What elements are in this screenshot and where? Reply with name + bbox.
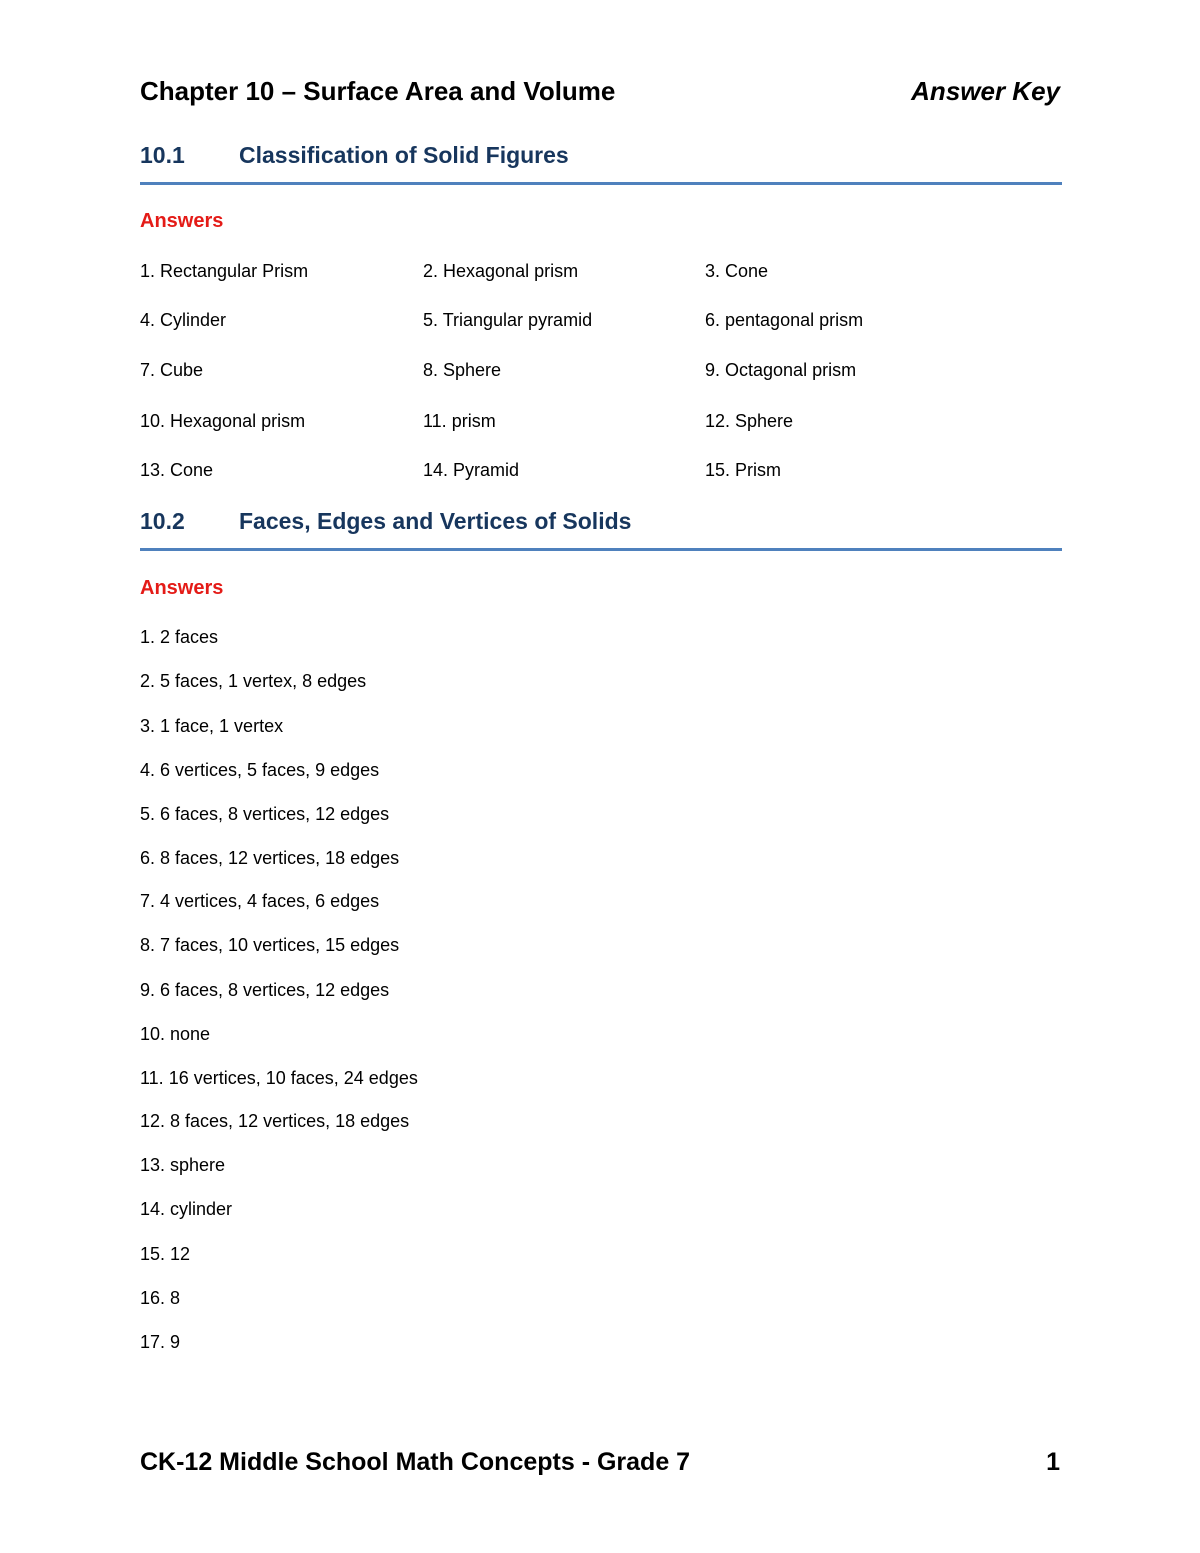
section-number: 10.1	[140, 142, 185, 168]
answers-label: Answers	[140, 577, 224, 599]
section-title: Classification of Solid Figures	[239, 142, 569, 168]
answer-item: 6. pentagonal prism	[705, 310, 864, 330]
answer-item: 13. Cone	[140, 460, 214, 480]
section-heading-10-2	[140, 508, 1062, 551]
page-footer	[140, 1448, 1060, 1482]
chapter-title: Chapter 10 – Surface Area and Volume	[140, 76, 616, 106]
answer-item: 10. none	[140, 1024, 211, 1044]
answer-item: 7. Cube	[140, 360, 204, 380]
answer-item: 15. 12	[140, 1244, 191, 1264]
answer-row	[140, 411, 1040, 435]
book-title: CK-12 Middle School Math Concepts - Grade 7	[140, 1448, 691, 1476]
answer-item: 8. Sphere	[423, 360, 502, 380]
answer-item: 8. 7 faces, 10 vertices, 15 edges	[140, 935, 400, 955]
answer-item: 2. Hexagonal prism	[423, 261, 579, 281]
answer-row	[140, 360, 1040, 384]
answer-row	[140, 310, 1040, 334]
answer-row	[140, 460, 1040, 484]
answer-item: 3. Cone	[705, 261, 769, 281]
answer-item: 13. sphere	[140, 1155, 226, 1175]
answer-item: 11. prism	[423, 411, 496, 431]
answer-item: 3. 1 face, 1 vertex	[140, 716, 284, 736]
section-title: Faces, Edges and Vertices of Solids	[239, 508, 632, 534]
answer-item: 14. Pyramid	[423, 460, 520, 480]
answer-item: 5. 6 faces, 8 vertices, 12 edges	[140, 804, 390, 824]
answer-item: 6. 8 faces, 12 vertices, 18 edges	[140, 848, 400, 868]
answer-item: 1. Rectangular Prism	[140, 261, 309, 281]
answers-label: Answers	[140, 210, 224, 232]
page-header	[140, 76, 1060, 108]
answer-item: 1. 2 faces	[140, 627, 219, 647]
answer-item: 9. 6 faces, 8 vertices, 12 edges	[140, 980, 390, 1000]
answer-item: 14. cylinder	[140, 1199, 233, 1219]
answer-item: 10. Hexagonal prism	[140, 411, 306, 431]
section-heading-10-1	[140, 142, 1062, 185]
answer-item: 9. Octagonal prism	[705, 360, 857, 380]
answer-item: 7. 4 vertices, 4 faces, 6 edges	[140, 891, 380, 911]
answer-item: 16. 8	[140, 1288, 181, 1308]
answer-item: 12. 8 faces, 12 vertices, 18 edges	[140, 1111, 410, 1131]
answer-item: 12. Sphere	[705, 411, 794, 431]
answer-key-label: Answer Key	[911, 76, 1060, 106]
answer-item: 17. 9	[140, 1332, 181, 1352]
answer-item: 2. 5 faces, 1 vertex, 8 edges	[140, 671, 367, 691]
answer-item: 11. 16 vertices, 10 faces, 24 edges	[140, 1068, 418, 1088]
answer-item: 15. Prism	[705, 460, 782, 480]
section-number: 10.2	[140, 508, 185, 534]
answer-item: 4. 6 vertices, 5 faces, 9 edges	[140, 760, 380, 780]
answer-item: 4. Cylinder	[140, 310, 227, 330]
answer-item: 5. Triangular pyramid	[423, 310, 593, 330]
page-number: 1	[1046, 1448, 1060, 1476]
answer-row	[140, 261, 1040, 285]
